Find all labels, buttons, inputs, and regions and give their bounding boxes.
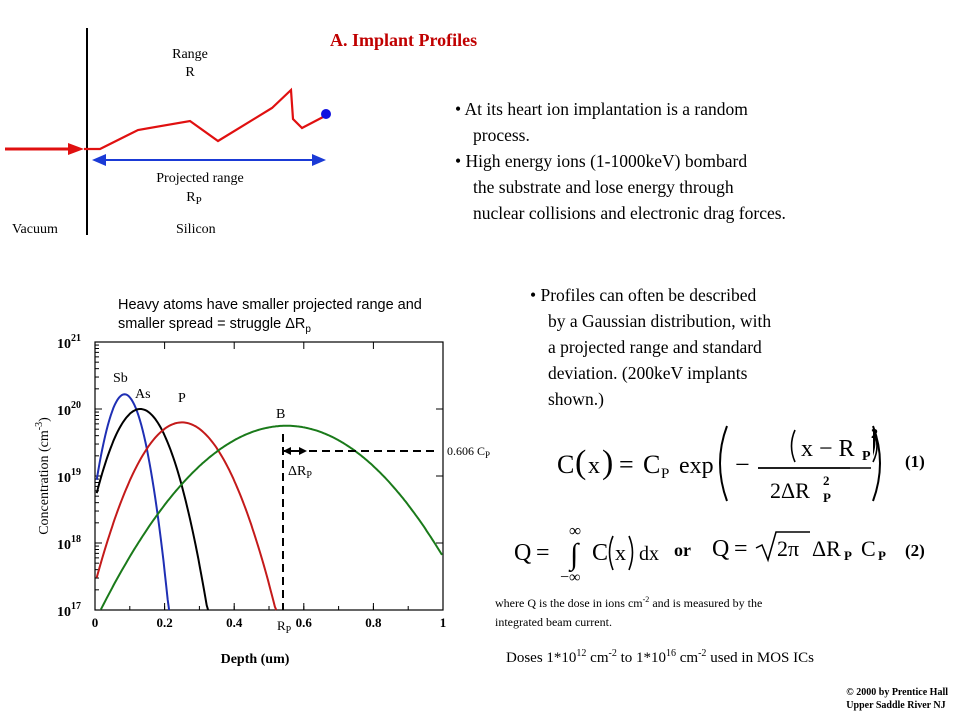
range-label: Range	[172, 47, 208, 62]
vacuum-label: Vacuum	[12, 222, 58, 237]
svg-text:2: 2	[871, 427, 878, 442]
range-diagram	[0, 0, 345, 245]
svg-text:2π: 2π	[777, 536, 800, 561]
equation-dose	[512, 522, 902, 586]
svg-text:C: C	[861, 536, 876, 561]
heavy-atoms-note: Heavy atoms have smaller projected range and smaller spread = struggle $\Delta R_p$	[118, 297, 422, 335]
implant-profile-chart	[0, 330, 520, 675]
bullet-list-top	[455, 96, 786, 226]
bullet-energy: • High energy ions (1-1000keV) bombard the substrate and lose energy through nuclear collisions and electronic drag forces.	[455, 151, 786, 223]
svg-text:(: (	[575, 444, 587, 481]
profile-curve-b	[101, 426, 442, 610]
rp-label: $R_P$	[277, 618, 292, 636]
svg-text:C: C	[643, 450, 661, 479]
label-b: B	[276, 407, 286, 422]
x-tick-label: 0.4	[226, 615, 243, 630]
svg-text:P: P	[878, 548, 886, 563]
x-axis-label: Depth (um)	[220, 652, 290, 667]
svg-text:C: C	[592, 540, 609, 566]
y-tick-label: $10^{20}$	[57, 400, 81, 419]
profile-curves	[97, 394, 442, 610]
svg-text:∞: ∞	[569, 522, 582, 540]
ion-stop-dot	[321, 109, 331, 119]
svg-text:P: P	[862, 449, 871, 464]
svg-text:x: x	[588, 453, 600, 479]
svg-text:P: P	[844, 548, 852, 563]
svg-text:=: =	[536, 540, 550, 566]
projected-range-symbol: $R_P$	[186, 190, 202, 207]
y-tick-label: $10^{17}$	[57, 601, 81, 620]
y-tick-label: $10^{21}$	[57, 333, 81, 352]
label-sb: Sb	[113, 371, 128, 386]
eq1-number: (1)	[905, 452, 925, 471]
svg-text:): )	[602, 444, 614, 481]
ion-path	[84, 90, 325, 149]
svg-text:P: P	[661, 466, 670, 482]
profile-curve-sb	[97, 394, 169, 610]
svg-text:−∞: −∞	[560, 569, 581, 586]
x-tick-label: 0.2	[156, 615, 173, 630]
label-p: P	[178, 391, 186, 406]
svg-text:=: =	[619, 450, 634, 479]
eq2-number: (2)	[905, 541, 925, 560]
ion-arrowhead	[68, 143, 84, 155]
svg-text:2ΔR: 2ΔR	[770, 478, 810, 503]
plot-frame	[95, 342, 443, 610]
profile-curve-p	[97, 422, 277, 610]
doses-line: Doses $1*10^{12}$ $cm^{-2}$ to $1*10^{16}$ $cm^{-2}$ used in MOS ICs	[506, 648, 814, 666]
svg-text:2: 2	[823, 473, 830, 488]
bullet-random: • At its heart ion implantation is a random process.	[455, 99, 748, 145]
slide-title: A. Implant Profiles	[330, 30, 478, 50]
x-tick-label: 0.6	[295, 615, 312, 630]
svg-text:Q: Q	[712, 536, 730, 562]
profile-curve-as	[97, 409, 208, 610]
svg-text:exp: exp	[679, 453, 714, 479]
svg-text:Q: Q	[514, 540, 532, 566]
y-axis-label: Concentration $(cm^{-3})$	[34, 417, 52, 535]
y-tick-label: $10^{19}$	[57, 467, 81, 486]
svg-text:∫: ∫	[570, 538, 579, 571]
label-as: As	[135, 387, 151, 402]
svg-text:ΔR: ΔR	[812, 536, 841, 561]
bullet-gaussian: • Profiles can often be described by a Gaussian distribution, with a projected range and standard deviation. (200keV implants shown.)	[530, 285, 772, 409]
cp-label: 0.606 $C_P$	[447, 444, 491, 460]
svg-text:P: P	[823, 490, 831, 505]
svg-text:x: x	[615, 540, 626, 565]
svg-text:x − R: x − R	[801, 436, 855, 462]
silicon-label: Silicon	[176, 222, 216, 237]
projected-range-label: Projected range	[156, 171, 244, 186]
range-symbol: R	[185, 65, 195, 80]
x-tick-label: 0.8	[365, 615, 382, 630]
svg-text:dx: dx	[639, 543, 659, 565]
equation-gaussian-overlay	[555, 418, 885, 508]
x-tick-label: 1	[439, 615, 447, 630]
svg-text:or: or	[674, 540, 691, 560]
delta-rp-label: $\Delta R_P$	[288, 464, 312, 481]
x-tick-label: 0	[91, 615, 99, 630]
copyright: © 2000 by Prentice Hall Upper Saddle River NJ	[846, 687, 948, 711]
svg-text:−: −	[735, 450, 750, 479]
y-tick-label: $10^{18}$	[57, 534, 81, 553]
dose-note: where Q is the dose in ions $cm^{-2}$ and is measured by the integrated beam current.	[495, 595, 763, 629]
svg-text:C: C	[557, 450, 575, 479]
svg-text:=: =	[734, 536, 748, 562]
